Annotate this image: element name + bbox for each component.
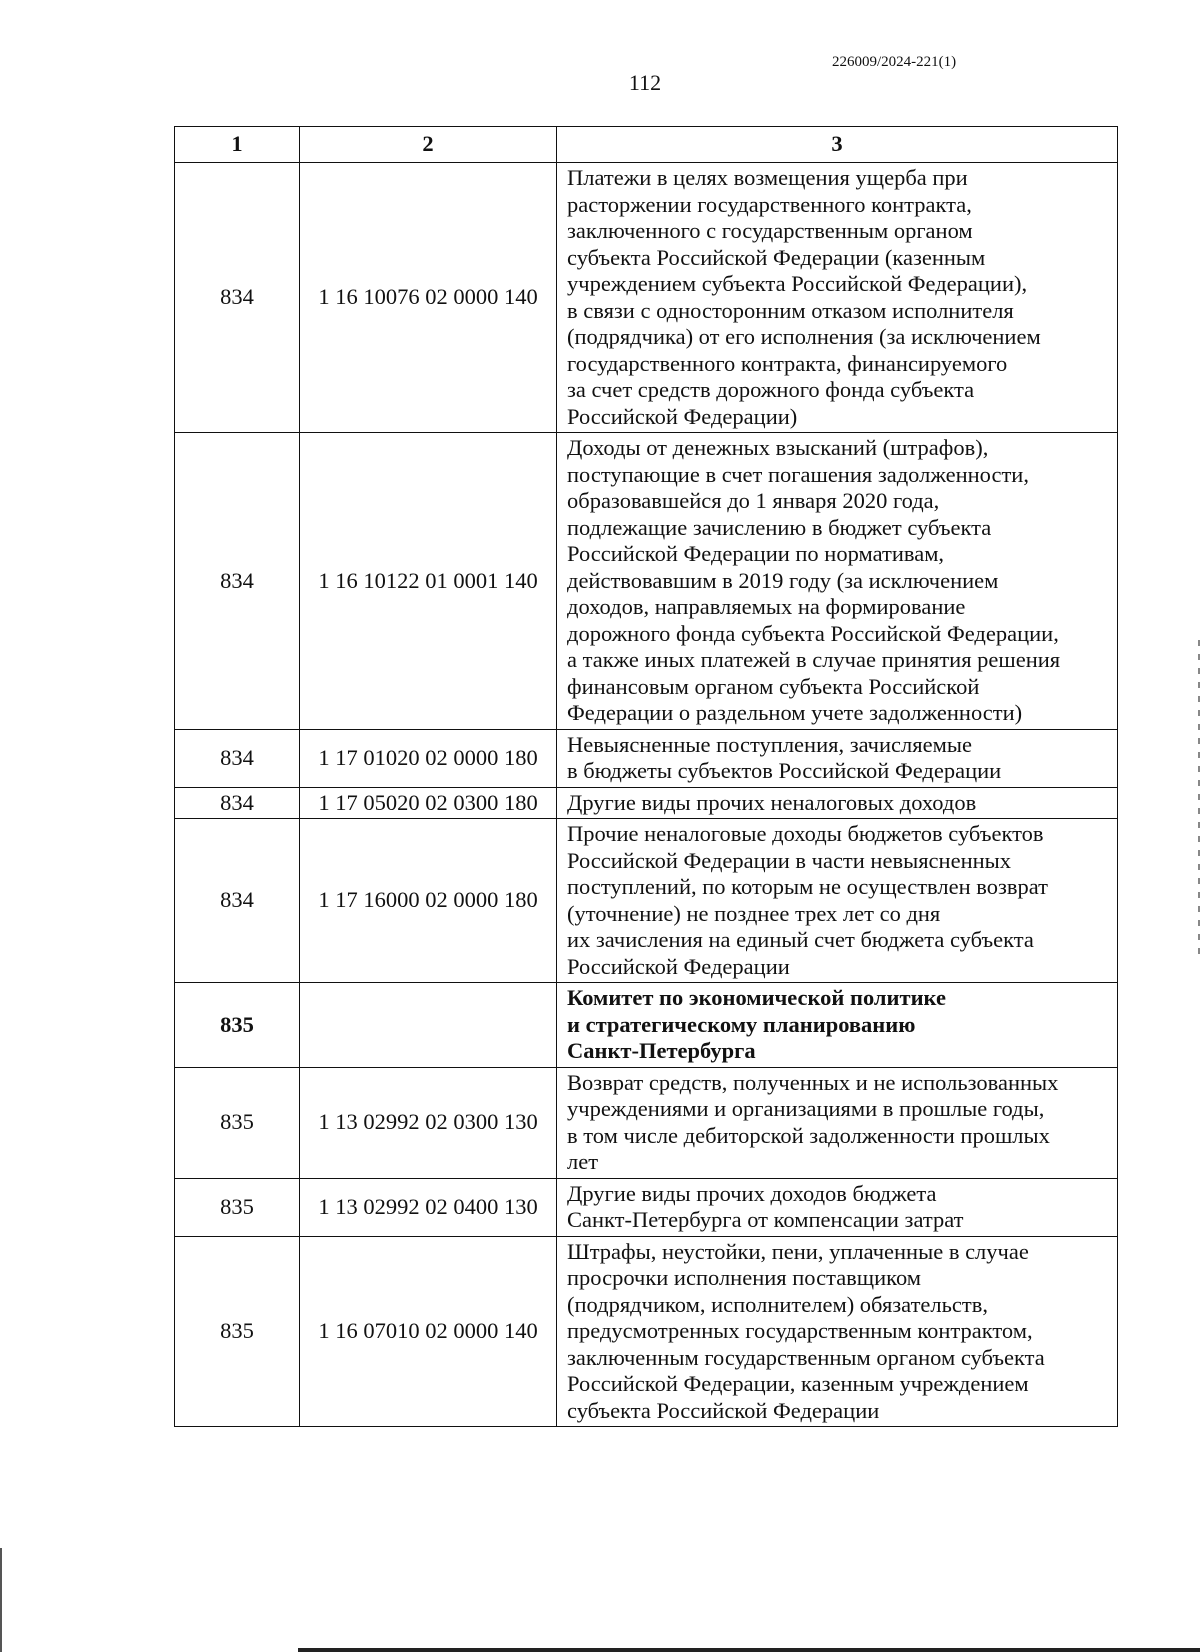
header-col-1: 1 [175, 127, 300, 163]
description-line: (подрядчика) от его исполнения (за исключением [567, 324, 1041, 349]
description-cell [557, 819, 1118, 983]
table-row [175, 729, 1118, 787]
revenue-code-cell: 1 16 07010 02 0000 140 [300, 1236, 557, 1427]
description-line: в связи с односторонним отказом исполнителя [567, 297, 1014, 323]
table-row [175, 1178, 1118, 1236]
description-line: лет [567, 1149, 599, 1174]
description-line: в бюджеты субъектов Российской Федерации [567, 758, 1002, 783]
description-line: и стратегическому планированию [567, 1011, 916, 1037]
description-cell [557, 1067, 1118, 1178]
description-line: Российской Федерации) [567, 403, 798, 429]
table-row [175, 819, 1118, 983]
table-row [175, 983, 1118, 1068]
description-line: Российской Федерации в части невыясненных [567, 847, 1012, 873]
description-line: а также иных платежей в случае принятия решения [567, 647, 1061, 672]
description-line: поступающие в счет погашения задолженности, [567, 461, 1029, 487]
revenue-code-cell: 1 17 05020 02 0300 180 [300, 787, 557, 819]
scan-bottom-edge [298, 1648, 1200, 1652]
description-line: Российской Федерации [567, 953, 790, 979]
description-line: заключенным государственным органом субъекта [567, 1344, 1045, 1370]
revenue-code-cell: 1 17 01020 02 0000 180 [300, 729, 557, 787]
description-line: их зачисления на единый счет бюджета субъекта [567, 927, 1034, 952]
table-row [175, 433, 1118, 730]
description-cell [557, 433, 1118, 730]
document-id: 226009/2024-221(1) [832, 54, 957, 70]
admin-code-cell: 835 [175, 1067, 300, 1178]
header-col-2: 2 [300, 127, 557, 163]
description-line: Российской Федерации, казенным учреждением [567, 1371, 1029, 1396]
description-line: учреждением субъекта Российской Федерации), [567, 271, 1028, 296]
description-line: государственного контракта, финансируемого [567, 350, 1008, 376]
description-line: Доходы от денежных взысканий (штрафов), [567, 435, 989, 460]
description-line: (уточнение) не позднее трех лет со дня [567, 900, 941, 926]
table-header-row [175, 127, 1118, 163]
description-line: дорожного фонда субъекта Российской Федерации, [567, 620, 1059, 646]
header-col-3: 3 [557, 127, 1118, 163]
description-line: предусмотренных государственным контрактом, [567, 1318, 1033, 1343]
description-line: Невыясненные поступления, зачисляемые [567, 731, 972, 757]
description-line: подлежащие зачислению в бюджет субъекта [567, 514, 992, 540]
revenue-code-cell: 1 13 02992 02 0400 130 [300, 1178, 557, 1236]
table-body [175, 163, 1118, 1427]
description-cell [557, 163, 1118, 433]
page-number: 112 [628, 70, 662, 95]
description-line: в том числе дебиторской задолженности прошлых [567, 1122, 1050, 1148]
description-line: Федерации о раздельном учете задолженности) [567, 700, 1023, 725]
admin-code-cell: 834 [175, 163, 300, 433]
description-line: заключенного с государственным органом [567, 218, 973, 243]
description-line: за счет средств дорожного фонда субъекта [567, 377, 975, 402]
table-row [175, 787, 1118, 819]
description-line: (подрядчиком, исполнителем) обязательств, [567, 1291, 988, 1317]
description-line: образовавшейся до 1 января 2020 года, [567, 488, 940, 513]
revenue-code-cell: 1 16 10122 01 0001 140 [300, 433, 557, 730]
description-cell [557, 983, 1118, 1068]
description-line: Комитет по экономической политике [567, 985, 946, 1010]
admin-code-cell: 835 [175, 1236, 300, 1427]
revenue-code-cell: 1 17 16000 02 0000 180 [300, 819, 557, 983]
description-line: Санкт-Петербурга [567, 1038, 756, 1063]
description-line: просрочки исполнения поставщиком [567, 1265, 922, 1290]
description-cell [557, 1178, 1118, 1236]
description-line: Другие виды прочих доходов бюджета [567, 1180, 937, 1206]
description-line: учреждениями и организациями в прошлые годы, [567, 1096, 1045, 1121]
description-line: субъекта Российской Федерации (казенным [567, 244, 986, 270]
revenue-code-cell [300, 983, 557, 1068]
description-line: Прочие неналоговые доходы бюджетов субъектов [567, 821, 1044, 846]
description-cell [557, 1236, 1118, 1427]
description-line: поступлений, по которым не осуществлен возврат [567, 874, 1048, 899]
revenue-code-cell: 1 13 02992 02 0300 130 [300, 1067, 557, 1178]
description-line: расторжении государственного контракта, [567, 191, 972, 217]
admin-code-cell: 834 [175, 787, 300, 819]
admin-code-cell: 835 [175, 1178, 300, 1236]
admin-code-cell: 834 [175, 433, 300, 730]
description-line: Санкт-Петербурга от компенсации затрат [567, 1207, 964, 1232]
scan-left-mark [0, 1548, 2, 1652]
admin-code-cell: 834 [175, 729, 300, 787]
table-row [175, 1236, 1118, 1427]
table-row [175, 1067, 1118, 1178]
admin-code-cell: 835 [175, 983, 300, 1068]
description-line: финансовым органом субъекта Российской [567, 673, 980, 699]
description-line: Другие виды прочих неналоговых доходов [567, 789, 977, 815]
description-line: Российской Федерации по нормативам, [567, 541, 945, 566]
description-line: действовавшим в 2019 году (за исключением [567, 567, 999, 593]
revenue-code-cell: 1 16 10076 02 0000 140 [300, 163, 557, 433]
description-cell [557, 729, 1118, 787]
description-cell [557, 787, 1118, 819]
table-row [175, 163, 1118, 433]
admin-code-cell: 834 [175, 819, 300, 983]
revenue-codes-table [174, 126, 1118, 1427]
description-line: Возврат средств, полученных и не использованных [567, 1069, 1059, 1095]
description-line: Платежи в целях возмещения ущерба при [567, 165, 968, 190]
description-line: субъекта Российской Федерации [567, 1397, 880, 1423]
description-line: доходов, направляемых на формирование [567, 594, 966, 619]
description-line: Штрафы, неустойки, пени, уплаченные в случае [567, 1238, 1029, 1264]
